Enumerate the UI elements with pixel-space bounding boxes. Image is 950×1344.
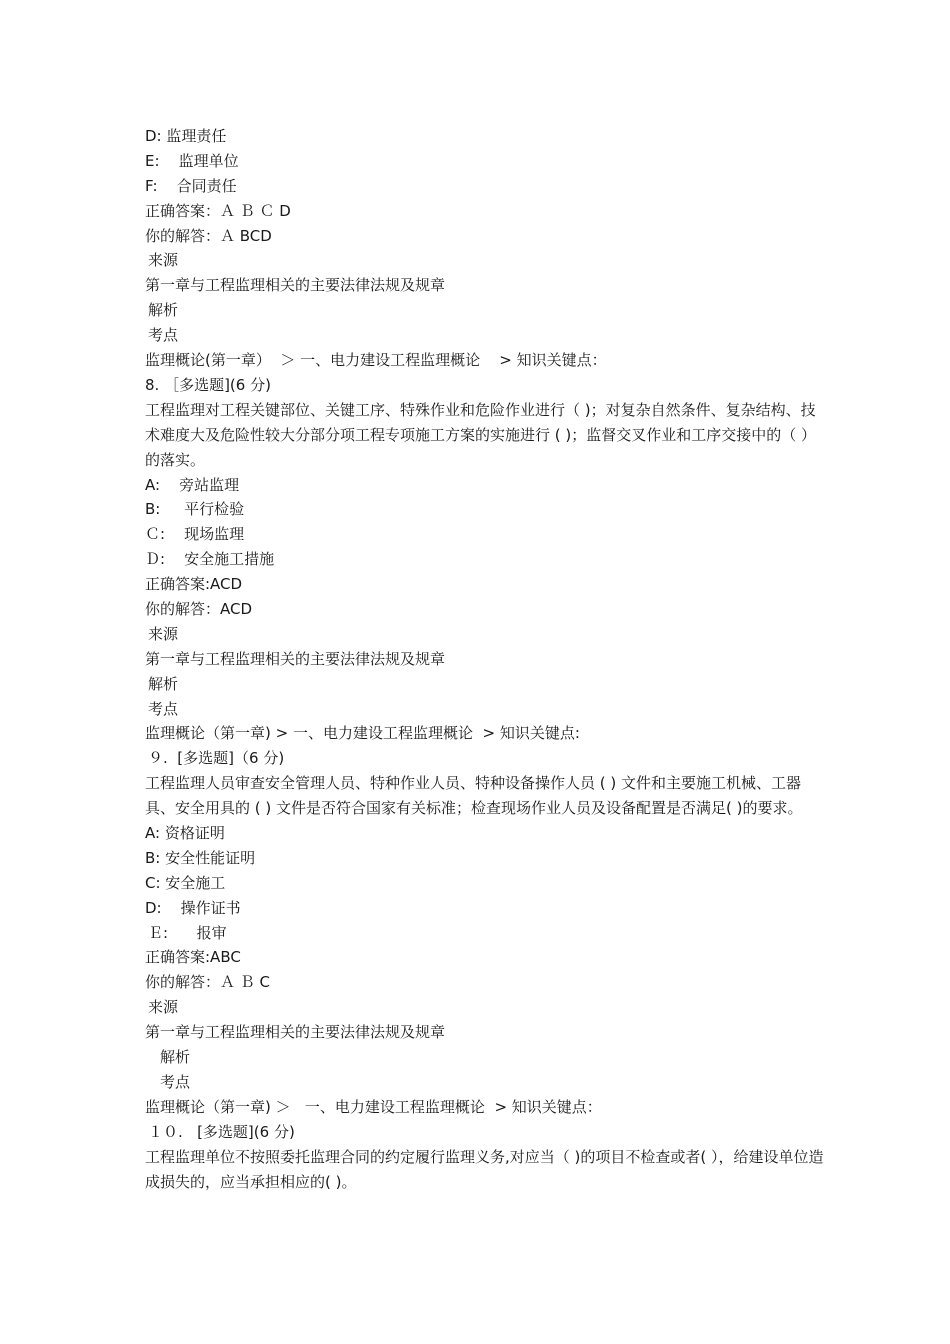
source-label: 来源 [148, 251, 179, 270]
source-text: 第一章与工程监理相关的主要法律法规及规章 [145, 649, 446, 668]
question-text: 工程监理对工程关键部位、关键工序、特殊作业和危险作业进行（ )；对复杂自然条件、复杂结构、技术难度大及危险性较大分部分项工程专项施工方案的实施进行 ( )；监督交叉作业和工序交接中的（ ）的落实。 [145, 400, 817, 469]
key-point-label: 考点 [148, 699, 179, 718]
option-line: Ｃ: 现场监理 [145, 525, 245, 544]
option-line: B: 平行检验 [145, 500, 245, 519]
option-line: Ｄ: 安全施工措施 [145, 550, 275, 569]
question-header: 8. ［多选题](6 分) [145, 375, 271, 394]
correct-answer: 正确答案:ACD [145, 575, 243, 594]
document-body [145, 124, 825, 1194]
key-point-label: 考点 [160, 1072, 191, 1091]
source-label: 来源 [148, 998, 179, 1017]
key-point-path: 监理概论(第一章） ＞ 一、电力建设工程监理概论 > 知识关键点： [145, 351, 607, 370]
correct-answer: 正确答案:ABC [145, 948, 241, 967]
option-line: D: 监理责任 [145, 127, 227, 145]
option-line: A: 资格证明 [145, 824, 225, 843]
analysis-label: 解析 [148, 301, 179, 320]
option-line: B: 安全性能证明 [145, 848, 256, 867]
key-point-path: 监理概论（第一章) > 一、电力建设工程监理概论 > 知识关键点: [145, 724, 580, 743]
option-line: A: 旁站监理 [145, 475, 240, 494]
key-point-path: 监理概论（第一章) ＞ 一、电力建设工程监理概论 > 知识关键点： [145, 1097, 602, 1116]
your-answer: 你的解答：Ａ Ｂ C [145, 973, 271, 992]
option-line: F: 合同责任 [145, 176, 237, 195]
option-line: E: 监理单位 [145, 151, 239, 170]
your-answer: 你的解答：Ａ BCD [145, 226, 272, 245]
analysis-label: 解析 [148, 674, 179, 693]
question-header: ９. [多选题]（6 分) [148, 749, 285, 768]
question-header: １０. [多选题](6 分) [148, 1122, 295, 1141]
your-answer: 你的解答：ACD [145, 599, 253, 618]
source-label: 来源 [148, 624, 179, 643]
analysis-label: 解析 [160, 1048, 191, 1067]
option-line: D: 操作证书 [145, 898, 241, 917]
correct-answer: 正确答案：Ａ Ｂ Ｃ D [145, 201, 291, 220]
option-line: C: 安全施工 [145, 873, 226, 892]
option-line: Ｅ: 报审 [148, 923, 227, 942]
question-text: 工程监理单位不按照委托监理合同的约定履行监理义务,对应当（ )的项目不检查或者( ），给建设单位造成损失的，应当承担相应的( )。 [145, 1147, 824, 1191]
key-point-label: 考点 [148, 326, 179, 345]
source-text: 第一章与工程监理相关的主要法律法规及规章 [145, 1023, 446, 1042]
source-text: 第一章与工程监理相关的主要法律法规及规章 [145, 276, 446, 295]
question-text: 工程监理人员审查安全管理人员、特种作业人员、特种设备操作人员 ( ) 文件和主要施工机械、工器具、安全用具的 ( ) 文件是否符合国家有关标准；检查现场作业人员及设备配置是否满足( )的要求。 [145, 774, 803, 818]
